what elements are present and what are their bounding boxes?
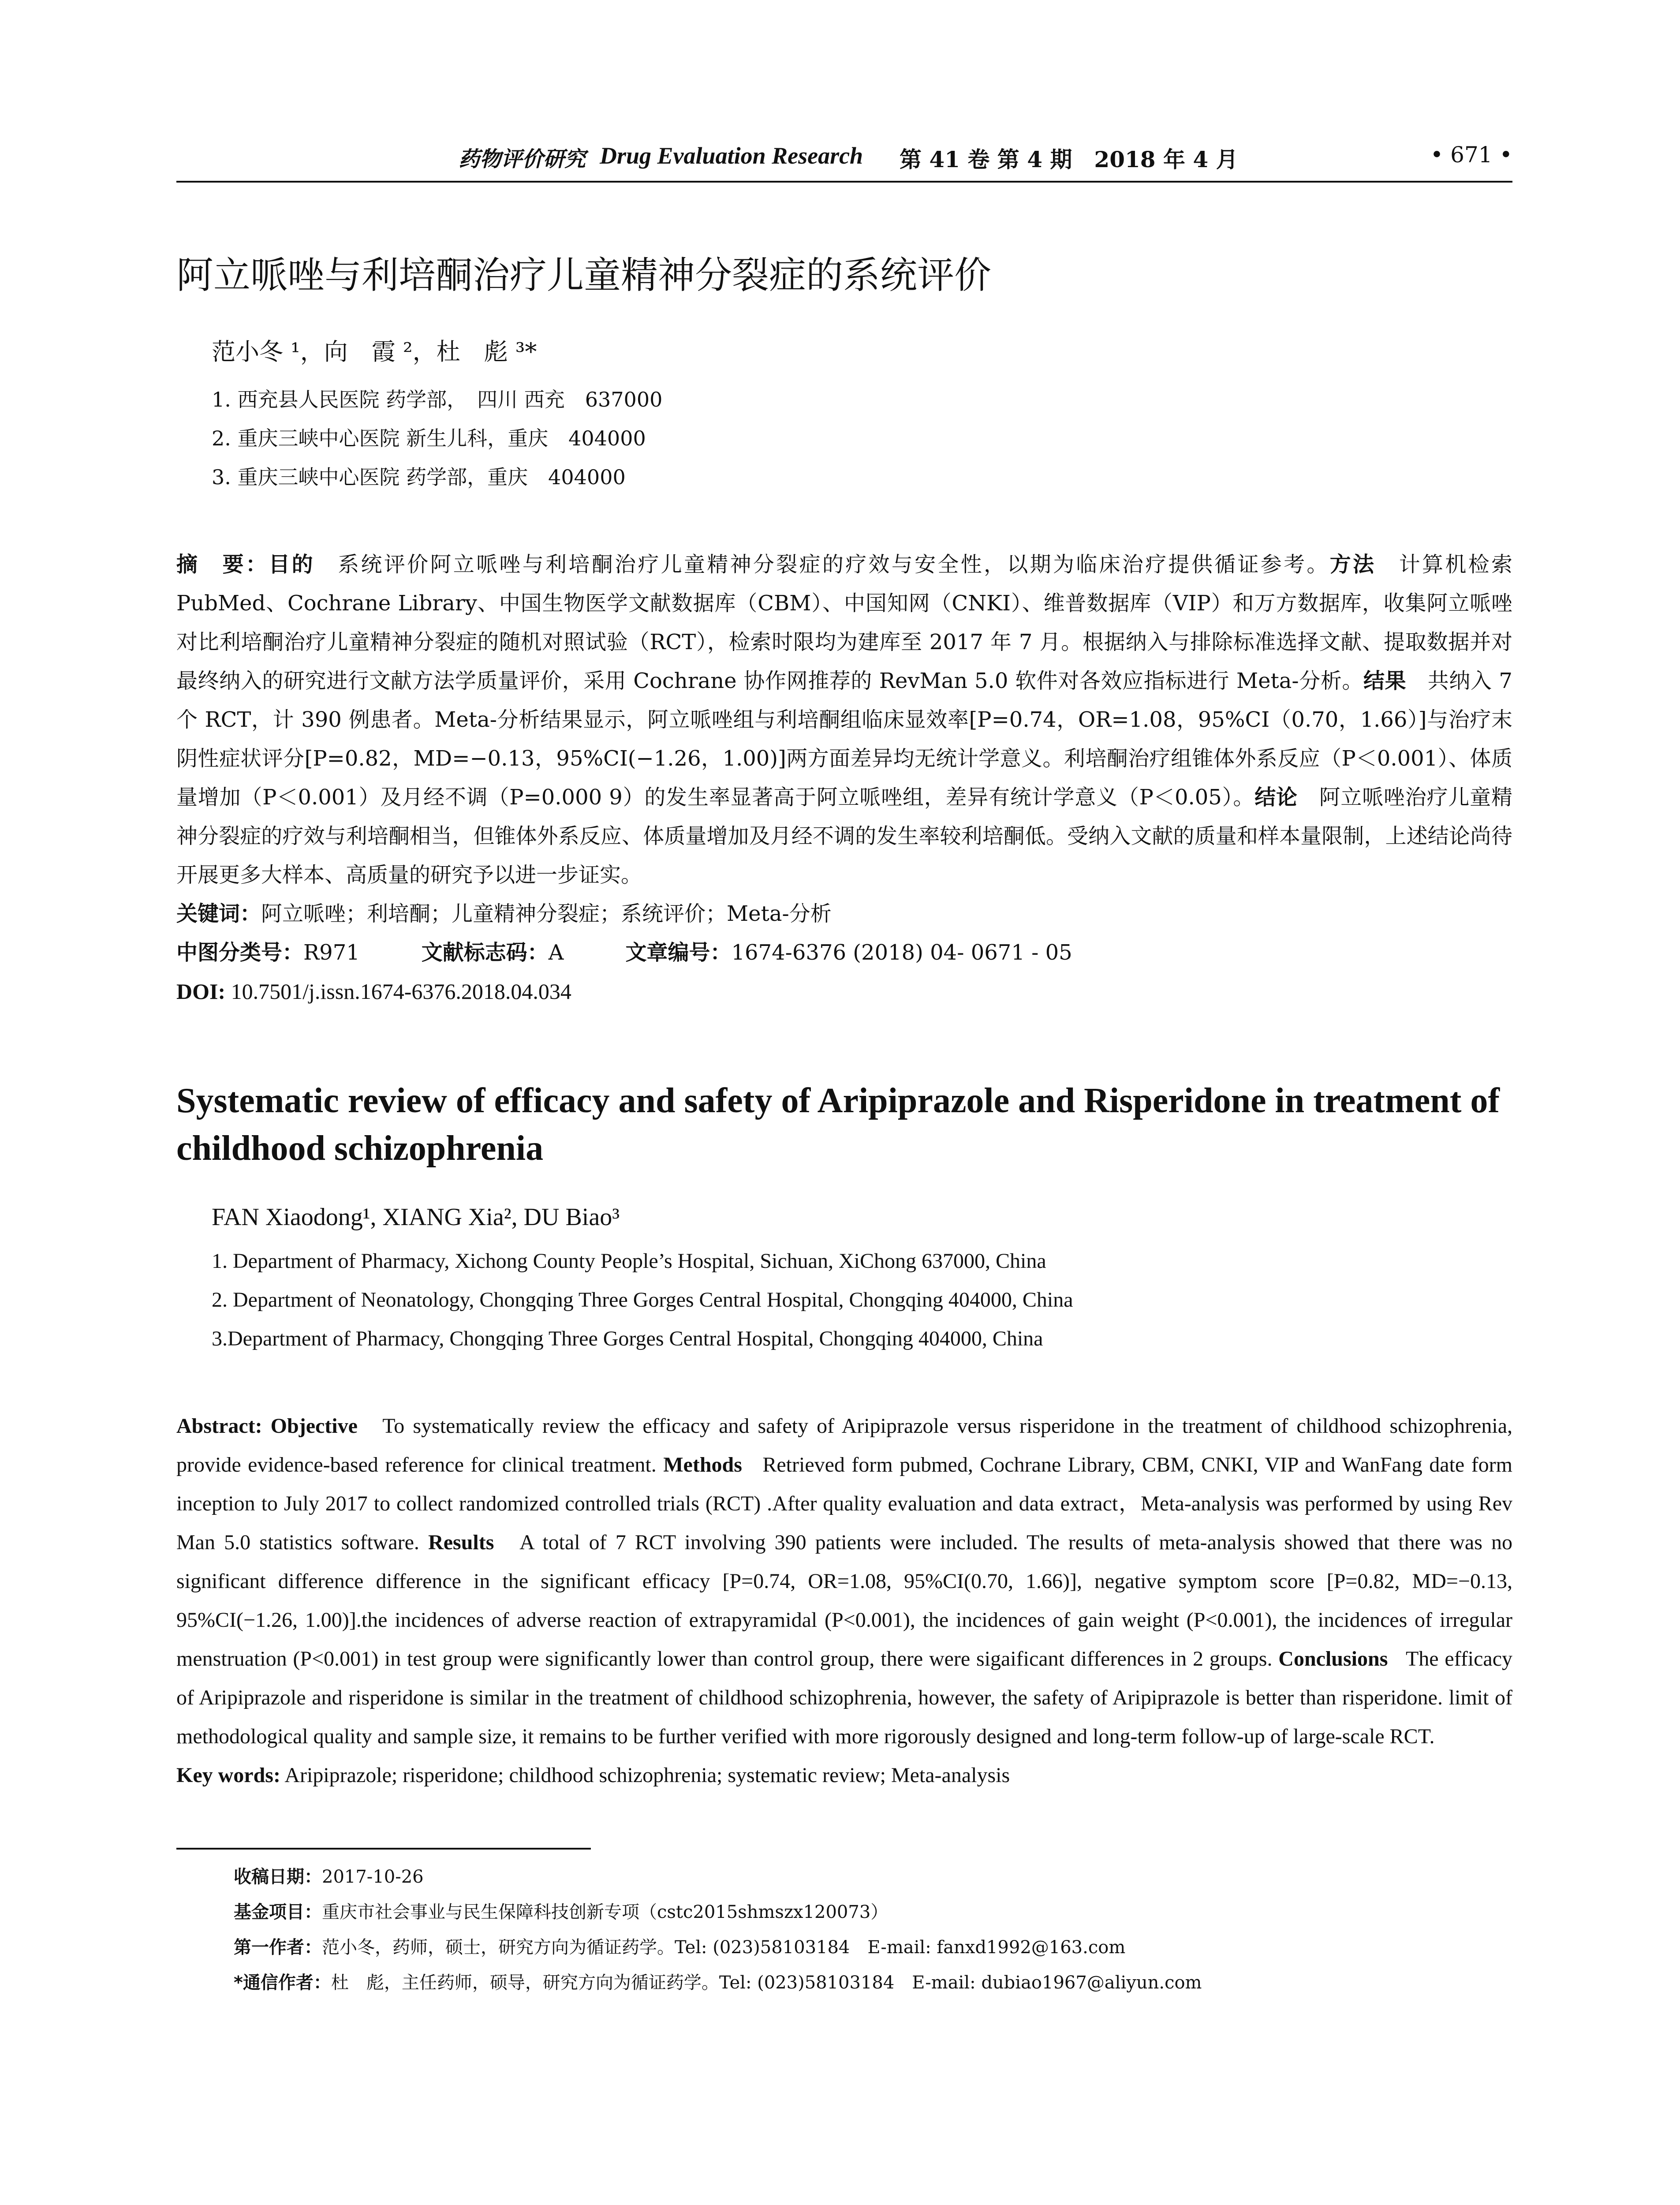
methods-text: 计算机检索 PubMed、Cochrane Library、中国生物医学文献数据库（CBM）、中国知网（CNKI）、维普数据库（VIP）和万方数据库，收集阿立哌唑对比利培酮治疗儿童精神分裂症的随机对照试验（RCT），检索时限均为建库至 2017 年 7 月。根据纳入与排除标准选择文献、提取数据并对最终纳入的研究进行文献方法学质量评价，采用 Cochrane 协作网推荐的 RevMan 5.0 软件对各效应指标进行 Meta-分析。: [176, 552, 1512, 693]
footnote-received: 收稿日期：2017-10-26: [234, 1866, 424, 1887]
chinese-authors: 范小冬 ¹，向 霞 ²，杜 彪 ³*: [212, 337, 537, 366]
clc-label: 中图分类号：: [176, 940, 304, 965]
footnote-divider: [176, 1848, 591, 1850]
journal-issue: 第 41 卷 第 4 期 2018 年 4 月: [900, 146, 1238, 172]
footnotes: [234, 1859, 1512, 2000]
objective-text: To systematically review the efficacy and safety of Aripiprazole versus risperidone in the treatment of childhood schizophrenia, provide evidence-based reference for clinical treatment.: [176, 1414, 1513, 1476]
english-affiliation: 3.Department of Pharmacy, Chongqing Three Gorges Central Hospital, Chongqing 404000, China: [212, 1327, 1043, 1350]
chinese-title: 阿立哌唑与利培酮治疗儿童精神分裂症的系统评价: [176, 254, 992, 297]
chinese-abstract: [176, 545, 1512, 894]
conclusion-text: 阿立哌唑治疗儿童精神分裂症的疗效与利培酮相当，但锥体外系反应、体质量增加及月经不调的发生率较利培酮低。受纳入文献的质量和样本量限制，上述结论尚待开展更多大样本、高质量的研究予以进一步证实。: [176, 785, 1512, 887]
abstract-label: 摘 要：: [176, 552, 269, 577]
results-text: A total of 7 RCT involving 390 patients were included. The results of meta-analysis showed that there was no significant difference difference in the significant efficacy [P=0.74, OR=1.08, 95%CI(0.70, 1.66)], negative symptom score [P=0.82, MD=−0.13, 95%CI(−1.26, 1.00)].the incidences of adverse reaction of extrapyramidal (P<0.001), the incidences of gain weight (P<0.001), the incidences of irregular menstruation (P<0.001) in test group were significantly lower than control group, there were sigaificant differences in 2 groups.: [176, 1530, 1512, 1671]
methods-label: 方法: [1329, 552, 1376, 577]
doccode-value: A: [548, 940, 564, 965]
chinese-keywords: [176, 894, 1512, 933]
methods-label: Methods: [663, 1453, 742, 1476]
article-no-label: 文章编号：: [625, 940, 732, 965]
footnote-funding: 基金项目：重庆市社会事业与民生保障科技创新专项（cstc2015shmszx120073）: [234, 1902, 889, 1922]
classification-line: [176, 933, 1512, 972]
conclusion-label: 结论: [1254, 785, 1298, 810]
doi-line: [176, 972, 1512, 1011]
footnote-first-author: 第一作者：范小冬，药师，硕士，研究方向为循证药学。Tel: (023)58103184 E-mail: fanxd1992@163.com: [234, 1937, 1126, 1958]
methods-text: Retrieved form pubmed, Cochrane Library, CBM, CNKI, VIP and WanFang date form inception to July 2017 to collect randomized controlled trials (RCT) .After quality evaluation and data extract，Meta-analysis was performed by using Rev Man 5.0 statistics software.: [176, 1453, 1512, 1554]
results-text: 共纳入 7 个 RCT，计 390 例患者。Meta-分析结果显示，阿立哌唑组与利培酮组临床显效率[P=0.74，OR=1.08，95%CI（0.70，1.66）]与治疗末阴性症状评分[P=0.82，MD=−0.13，95%CI(−1.26，1.00)]两方面差异均无统计学意义。利培酮治疗组锥体外系反应（P＜0.001）、体质量增加（P＜0.001）及月经不调（P=0.000 9）的发生率显著高于阿立哌唑组，差异有统计学意义（P＜0.05）。: [176, 668, 1512, 810]
english-affiliation: 1. Department of Pharmacy, Xichong County People’s Hospital, Sichuan, XiChong 637000, China: [212, 1249, 1046, 1273]
keywords-text: 阿立哌唑；利培酮；儿童精神分裂症；系统评价；Meta-分析: [261, 901, 832, 926]
conclusions-text: The efficacy of Aripiprazole and risperidone is similar in the treatment of childhood schizophrenia, however, the safety of Aripiprazole is better than risperidone. limit of methodological quality and sample size, it remains to be further verified with more rigorously designed and long-term follow-up of large-scale RCT.: [176, 1647, 1513, 1748]
chinese-affiliation: 1. 西充县人民医院 药学部， 四川 西充 637000: [212, 387, 663, 411]
results-label: 结果: [1363, 668, 1407, 693]
running-header: [176, 132, 1512, 183]
english-abstract: [176, 1407, 1512, 1756]
chinese-affiliation: 3. 重庆三峡中心医院 药学部，重庆 404000: [212, 465, 626, 489]
article-no-value: 1674-6376 (2018) 04- 0671 - 05: [731, 940, 1072, 965]
article-page: [176, 132, 1512, 2000]
clc-value: R971: [303, 940, 360, 965]
english-keywords: [176, 1756, 1512, 1795]
objective-label: Abstract: Objective: [176, 1414, 358, 1438]
keywords-label: 关键词：: [176, 901, 261, 926]
footnote-corresponding-author: *通信作者：杜 彪，主任药师，硕导，研究方向为循证药学。Tel: (023)58103184 E-mail: dubiao1967@aliyun.com: [234, 1972, 1202, 1993]
objective-label: 目的: [269, 552, 315, 577]
chinese-affiliation: 2. 重庆三峡中心医院 新生儿科，重庆 404000: [212, 426, 646, 450]
objective-text: 系统评价阿立哌唑与利培酮治疗儿童精神分裂症的疗效与安全性，以期为临床治疗提供循证参考。: [338, 552, 1330, 577]
doi-label: DOI:: [176, 979, 226, 1004]
english-authors: FAN Xiaodong¹, XIANG Xia², DU Biao³: [212, 1203, 620, 1231]
page-number: • 671 •: [1430, 142, 1512, 168]
doccode-label: 文献标志码：: [421, 940, 549, 965]
keywords-label: Key words:: [176, 1763, 280, 1787]
doi-link[interactable]: 10.7501/j.issn.1674-6376.2018.04.034: [231, 979, 571, 1004]
keywords-text: Aripiprazole; risperidone; childhood schizophrenia; systematic review; Meta-analysis: [284, 1763, 1010, 1787]
english-title: Systematic review of efficacy and safety of Aripiprazole and Risperidone in treatment of childhood schizophrenia: [176, 1081, 1500, 1168]
conclusions-label: Conclusions: [1278, 1647, 1388, 1671]
results-label: Results: [428, 1530, 494, 1554]
journal-logo: 药物评价研究: [459, 147, 586, 172]
journal-name-en: Drug Evaluation Research: [600, 142, 863, 169]
english-affiliation: 2. Department of Neonatology, Chongqing Three Gorges Central Hospital, Chongqing 404000, China: [212, 1288, 1073, 1312]
